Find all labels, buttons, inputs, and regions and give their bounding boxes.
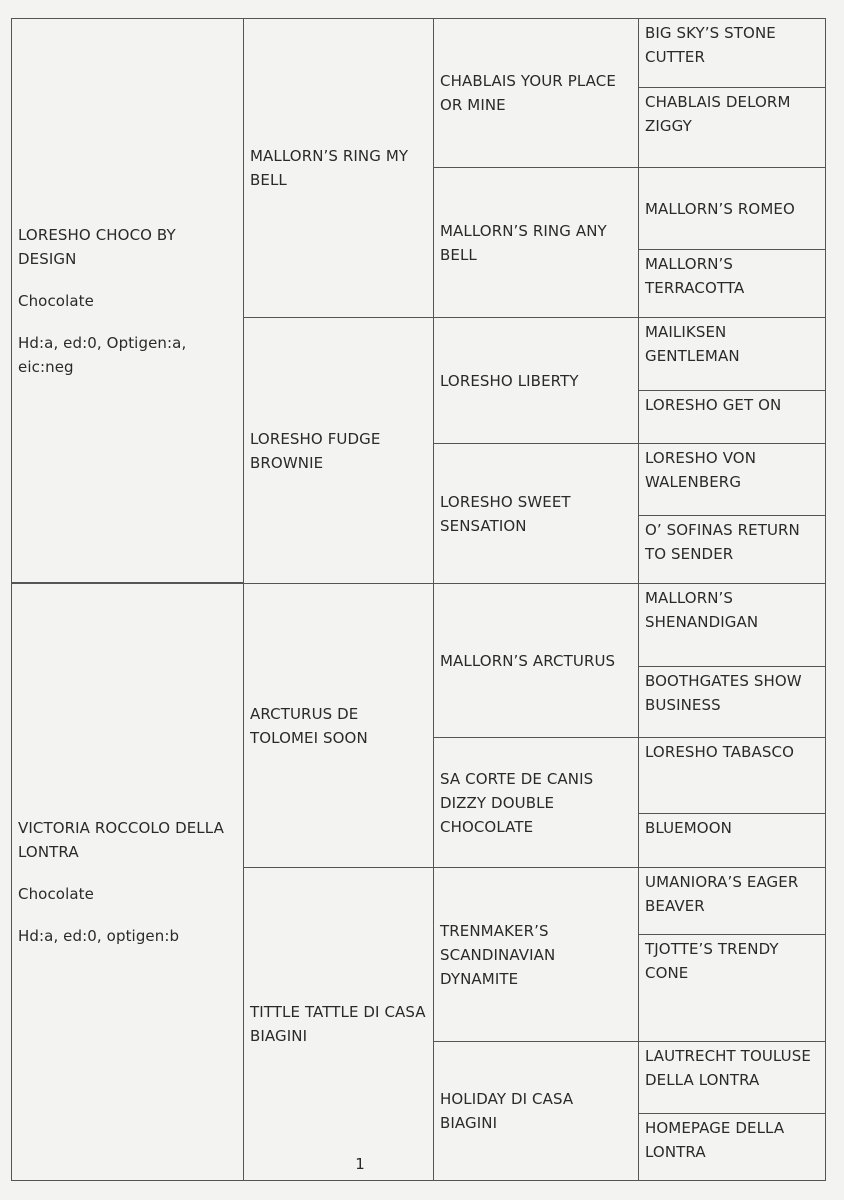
gen4-cell-8 [638, 515, 826, 584]
dog-name: BIG SKY’S STONE CUTTER [645, 24, 776, 66]
dog-name: UMANIORA’S EAGER BEAVER [645, 873, 799, 915]
gen4-cell-5 [638, 317, 826, 391]
dog-name: LORESHO LIBERTY [440, 371, 579, 390]
dog-name: O’ SOFINAS RETURN TO SENDER [645, 521, 800, 563]
gen4-cell-9 [638, 583, 826, 667]
gen4-cell-6 [638, 390, 826, 444]
dog-name: LORESHO CHOCO BY DESIGN [18, 225, 176, 268]
gen2-cell-1 [243, 18, 434, 318]
dog-name: MALLORN’S SHENANDIGAN [645, 589, 759, 631]
dog-name: LAUTRECHT TOULUSE DELLA LONTRA [645, 1047, 811, 1089]
dog-name: MAILIKSEN GENTLEMAN [645, 323, 740, 365]
dog-name: CHABLAIS YOUR PLACE OR MINE [440, 72, 616, 114]
dog-name: MALLORN’S TERRACOTTA [645, 255, 745, 297]
dog-health-tests: Hd:a, ed:0, optigen:b [18, 927, 180, 945]
gen2-cell-2 [243, 317, 434, 584]
gen3-cell-5 [433, 583, 639, 738]
dog-name: TRENMAKER’S SCANDINAVIAN DYNAMITE [440, 921, 556, 988]
gen3-cell-6 [433, 737, 639, 868]
gen4-cell-16 [638, 1113, 826, 1181]
gen2-cell-4 [243, 867, 434, 1181]
dog-name: TITTLE TATTLE DI CASA BIAGINI [250, 1003, 426, 1045]
dog-color: Chocolate [18, 885, 94, 903]
dog-name: LORESHO TABASCO [645, 743, 795, 761]
gen3-cell-7 [433, 867, 639, 1042]
gen4-cell-2 [638, 87, 826, 168]
dog-name: MALLORN’S RING ANY BELL [440, 221, 607, 264]
gen3-cell-8 [433, 1041, 639, 1181]
dog-name: MALLORN’S ROMEO [645, 199, 795, 218]
dog-name: SA CORTE DE CANIS DIZZY DOUBLE CHOCOLATE [440, 769, 594, 836]
gen3-cell-4 [433, 443, 639, 584]
gen3-cell-3 [433, 317, 639, 444]
dog-name: VICTORIA ROCCOLO DELLA LONTRA [18, 819, 224, 861]
gen3-cell-1 [433, 18, 639, 168]
gen4-cell-1 [638, 18, 826, 88]
dog-name: BOOTHGATES SHOW BUSINESS [645, 672, 802, 714]
dog-name: CHABLAIS DELORM ZIGGY [645, 93, 791, 135]
dog-name: MALLORN’S RING MY BELL [250, 147, 409, 189]
gen4-cell-11 [638, 737, 826, 814]
dog-name: BLUEMOON [645, 819, 732, 837]
dog-color: Chocolate [18, 291, 94, 310]
dog-name: TJOTTE’S TRENDY CONE [645, 940, 779, 982]
gen1-dog-2-cell [11, 583, 244, 1181]
dog-health-tests: Hd:a, ed:0, Optigen:a, eic:neg [18, 333, 187, 376]
gen4-cell-13 [638, 867, 826, 935]
dog-name: LORESHO FUDGE BROWNIE [250, 429, 381, 472]
gen1-dog-1-cell [11, 18, 244, 583]
gen4-cell-10 [638, 666, 826, 738]
gen4-cell-14 [638, 934, 826, 1042]
gen1-dog-1 [18, 223, 237, 379]
dog-name: LORESHO SWEET SENSATION [440, 492, 571, 535]
dog-name: HOMEPAGE DELLA LONTRA [645, 1119, 785, 1161]
gen4-cell-4 [638, 249, 826, 318]
dog-name: LORESHO VON WALENBERG [645, 449, 757, 491]
dog-name: HOLIDAY DI CASA BIAGINI [440, 1090, 574, 1132]
gen2-cell-3 [243, 583, 434, 868]
dog-name: MALLORN’S ARCTURUS [440, 651, 616, 670]
dog-name: LORESHO GET ON [645, 396, 782, 414]
gen4-cell-7 [638, 443, 826, 516]
gen3-cell-2 [433, 167, 639, 318]
gen4-cell-15 [638, 1041, 826, 1114]
gen4-cell-12 [638, 813, 826, 868]
gen1-dog-2 [18, 816, 237, 948]
gen4-cell-3 [638, 167, 826, 250]
dog-name: ARCTURUS DE TOLOMEI SOON [250, 704, 368, 747]
page-number: 1 [355, 1155, 365, 1173]
